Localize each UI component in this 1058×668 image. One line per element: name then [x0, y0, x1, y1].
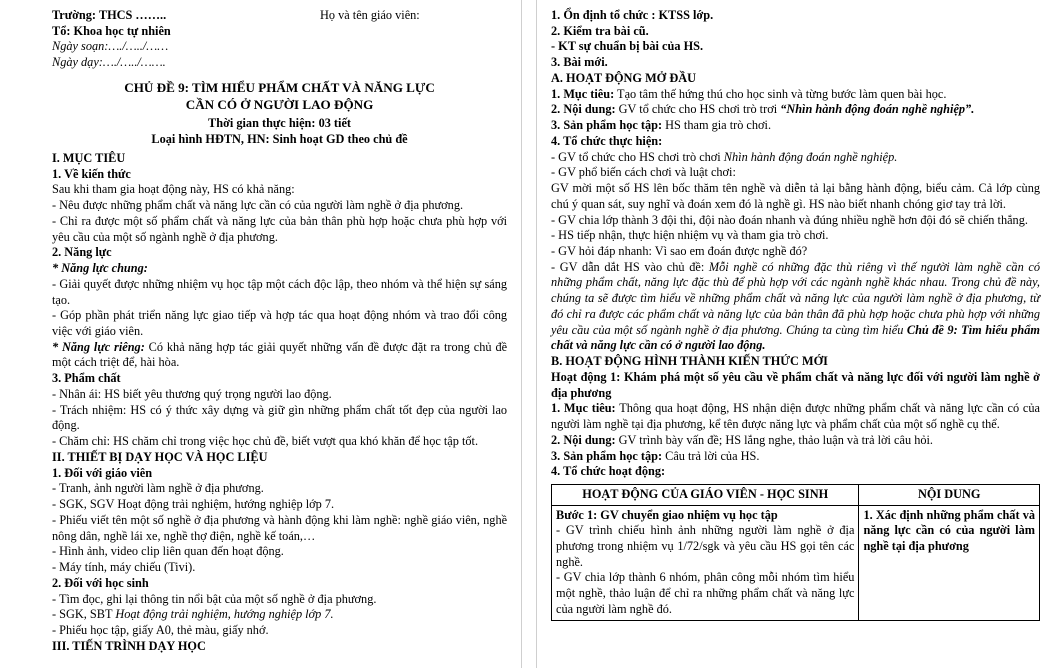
knowledge-bullet-2: - Chỉ ra được một số phẩm chất và năng lực của bản thân phù hợp hoặc chưa phù hợp với yêu cầu của một số ngành nghề ở địa phương.	[52, 213, 508, 244]
a-product-label: 3. Sản phẩm học tập:	[551, 118, 663, 133]
date-taught-label: Ngày dạy:…./…../…….	[52, 55, 166, 70]
general-competence-bullet-1: - Giải quyết được những nhiệm vụ học tập một cách độc lập, theo nhóm và thể hiện sự sáng tạo.	[52, 276, 508, 307]
document-type: Loại hình HĐTN, HN: Sinh hoạt GD theo chủ đề	[151, 131, 408, 146]
document-title-line2: CẦN CÓ Ở NGƯỜI LAO ĐỘNG	[185, 96, 374, 112]
document-header	[52, 8, 507, 71]
student-bullet-2-prefix: - SGK, SBT	[52, 607, 116, 622]
a-org-bullet-7	[551, 260, 1040, 354]
a-org-bullet-1-game: Nhìn hành động đoán nghề nghiệp.	[723, 149, 898, 164]
specific-competence-paragraph	[52, 340, 507, 371]
a-org-bullet-7-prefix: - GV dẫn dắt HS vào chủ đề:	[551, 259, 709, 274]
b-product-label: 3. Sản phẩm học tập:	[551, 448, 663, 463]
document-duration: Thời gian thực hiện: 03 tiết	[208, 115, 352, 130]
student-bullet-2	[52, 607, 507, 623]
a-content-game-name: “Nhìn hành động đoán nghề nghiệp”.	[780, 102, 975, 117]
step1-line-1: - GV trình chiếu hình ảnh những người làm nghề ở địa phương trong nhiệm vụ 1/72/sgk và yêu cầu HS gọi tên các nghề.	[556, 523, 855, 569]
a-organization-label: 4. Tổ chức thực hiện:	[551, 133, 663, 148]
page-column-left	[0, 0, 521, 668]
general-competence-bullet-2: - Góp phần phát triển năng lực giao tiếp và hợp tác qua hoạt động nhóm và trao đổi công việc với giáo viên.	[52, 308, 508, 339]
table-row	[552, 505, 1040, 620]
step-new-lesson: 3. Bài mới.	[551, 55, 608, 70]
a-content-label: 2. Nội dung:	[551, 102, 616, 117]
table-header-row	[552, 485, 1040, 505]
b-content-text: GV trình bày vấn đề; HS lắng nghe, thảo luận và trả lời câu hỏi.	[615, 432, 933, 447]
a-org-bullet-4: - GV chia lớp thành 3 đội thi, đội nào đoán nhanh và đúng nhiều nghề hơn đội đó sẽ chiến thắng.	[551, 212, 1028, 227]
document-title-line1: CHỦ ĐỀ 9: TÌM HIỂU PHẨM CHẤT VÀ NĂNG LỰC	[124, 79, 435, 95]
b-organization-label: 4. Tổ chức hoạt động:	[551, 464, 666, 479]
a-content	[551, 102, 1040, 118]
teacher-name-label: Họ và tên giáo viên:	[320, 8, 420, 22]
section-equipment-heading: II. THIẾT BỊ DẠY HỌC VÀ HỌC LIỆU	[52, 449, 268, 464]
content-item-1: 1. Xác định những phẩm chất và năng lực cần có của người làm nghề tại địa phương	[863, 507, 1035, 553]
teacher-bullet-1: - Tranh, ảnh người làm nghề ở địa phương.	[52, 481, 264, 496]
student-bullet-3: - Phiếu học tập, giấy A0, thẻ màu, giấy nhớ.	[52, 622, 269, 637]
teacher-bullet-5: - Máy tính, máy chiếu (Tivi).	[52, 560, 196, 575]
quality-bullet-3: - Chăm chỉ: HS chăm chỉ trong việc học chủ đề, biết vượt qua khó khăn để học tập tốt.	[52, 434, 479, 449]
knowledge-intro: Sau khi tham gia hoạt động này, HS có khả năng:	[52, 182, 295, 197]
step1-line-2: - GV chia lớp thành 6 nhóm, phân công mỗi nhóm tìm hiểu một nghề, thảo luận để chỉ ra những phẩm chất và năng lực của người làm nghề đó.	[556, 570, 855, 616]
step-organize: 1. Ổn định tổ chức : KTSS lớp.	[551, 8, 714, 22]
section-process-heading: III. TIẾN TRÌNH DẠY HỌC	[52, 638, 206, 653]
step1-title: Bước 1: GV chuyển giao nhiệm vụ học tập	[556, 507, 778, 522]
subsection-teacher-heading: 1. Đối với giáo viên	[52, 465, 153, 480]
step-check-oldlesson: 2. Kiểm tra bài cũ.	[551, 23, 649, 38]
page-column-right	[537, 0, 1058, 668]
section-objectives-heading: I. MỤC TIÊU	[52, 150, 126, 165]
a-org-bullet-2: - GV phổ biến cách chơi và luật chơi:	[551, 165, 736, 180]
table-header-content: NỘI DUNG	[859, 485, 1040, 505]
a-org-bullet-1	[551, 150, 1040, 166]
b-objective	[551, 401, 1040, 432]
subsection-student-heading: 2. Đối với học sinh	[52, 575, 149, 590]
b-objective-label: 1. Mục tiêu:	[551, 401, 616, 416]
subsection-knowledge-heading: 1. Về kiến thức	[52, 166, 131, 181]
quality-bullet-1: - Nhân ái: HS biết yêu thương quý trọng người lao động.	[52, 386, 332, 401]
header-left-block	[52, 8, 320, 71]
step-check-prep: - KT sự chuẩn bị bài của HS.	[551, 39, 704, 54]
table-cell-activities	[552, 505, 859, 620]
student-bullet-2-booktitle: Hoạt động trải nghiệm, hướng nghiệp lớp 7.	[115, 607, 334, 622]
header-right-block	[320, 8, 507, 24]
specific-competence-label: * Năng lực riêng:	[52, 339, 145, 354]
b-content	[551, 433, 1040, 449]
a-org-bullet-5: - HS tiếp nhận, thực hiện nhiệm vụ và tham gia trò chơi.	[551, 228, 829, 243]
a-product-text: HS tham gia trò chơi.	[662, 118, 772, 133]
teacher-bullet-3: - Phiếu viết tên một số nghề ở địa phương và hành động khi làm nghề: nghề giáo viên, nghề nông dân, nghề lái xe, nghề thợ điện, nghề kế toán,…	[52, 512, 508, 543]
table-header-activities: HOẠT ĐỘNG CỦA GIÁO VIÊN - HỌC SINH	[552, 485, 859, 505]
b-content-label: 2. Nội dung:	[551, 432, 616, 447]
a-objective	[551, 87, 1040, 103]
section-A-heading: A. HOẠT ĐỘNG MỞ ĐẦU	[551, 70, 696, 85]
teacher-bullet-2: - SGK, SGV Hoạt động trải nghiệm, hướng nghiệp lớp 7.	[52, 497, 335, 512]
quality-bullet-2: - Trách nhiệm: HS có ý thức xây dựng và giữ gìn những phẩm chất tốt đẹp của người lao động.	[52, 402, 508, 433]
b-product-text: Câu trả lời của HS.	[662, 448, 760, 463]
activity-1-label: Hoạt động 1:	[551, 369, 624, 384]
table-cell-content	[859, 505, 1040, 620]
section-B-heading: B. HOẠT ĐỘNG HÌNH THÀNH KIẾN THỨC MỚI	[551, 354, 828, 369]
specific-competence-text: Có khả năng hợp tác giải quyết những vấn đề được đặt ra trong chủ đề một cách triệt để, hài hòa.	[52, 339, 508, 370]
a-org-bullet-7-intro: Mỗi nghề có những đặc thù riêng vì thế người làm nghề cần có những phẩm chất, năng lực đặc thù để phù hợp với các ngành nghề khác nhau. Trong chủ đề này, chúng ta sẽ được tìm hiểu về những phẩm chất và năng lực của người làm nghề ở địa phương, từ đó chỉ ra được các phẩm chất và năng lực của bản thân đã phù hợp hoặc chưa phù hợp với những yêu cầu của một số ngành nghề ở địa phương. Chúng ta cùng tìm hiểu	[551, 259, 1040, 337]
student-bullet-1: - Tìm đọc, ghi lại thông tin nổi bật của một số nghề ở địa phương.	[52, 591, 377, 606]
a-content-text: GV tổ chức cho HS chơi trò trơi	[615, 102, 781, 117]
date-written-label: Ngày soạn:…./…../……	[52, 39, 169, 54]
page-gutter-divider	[521, 0, 537, 668]
a-org-bullet-6: - GV hỏi đáp nhanh: Vì sao em đoán được nghề đó?	[551, 244, 808, 259]
a-objective-text: Tạo tâm thế hứng thú cho học sinh và từng bước làm quen bài học.	[614, 86, 947, 101]
teacher-bullet-4: - Hình ảnh, video clip liên quan đến hoạt động.	[52, 544, 284, 559]
a-product	[551, 118, 1040, 134]
activity-1-text: Khám phá một số yêu cầu về phẩm chất và năng lực đối với người làm nghề ở địa phương	[551, 369, 1040, 400]
b-objective-text: Thông qua hoạt động, HS nhận diện được những phẩm chất và năng lực cần có của người làm nghề tại địa phương, kể tên được năng lực và phẩm chất của một số nghề cụ thể.	[551, 401, 1040, 432]
subsection-qualities-heading: 3. Phẩm chất	[52, 371, 121, 386]
a-objective-label: 1. Mục tiêu:	[551, 86, 615, 101]
school-label: Trường: THCS ……..	[52, 8, 167, 22]
a-org-bullet-7-topic: Chủ đề 9: Tìm hiểu phẩm chất và năng lực cần có ở người lao động.	[551, 322, 1040, 353]
b-product	[551, 449, 1040, 465]
activity-1-title	[551, 370, 1040, 401]
a-org-bullet-3: GV mời một số HS lên bốc thăm tên nghề và diễn tả lại bằng hành động, biểu cảm. Cả lớp cùng chú ý quan sát, suy nghĩ và đoán xem đó là nghề gì. HS nào biết nhanh chóng giơ tay trả lời.	[551, 181, 1040, 211]
knowledge-bullet-1: - Nêu được những phẩm chất và năng lực cần có của người làm nghề ở địa phương.	[52, 198, 464, 213]
a-org-bullet-1-prefix: - GV tổ chức cho HS chơi trò chơi	[551, 149, 724, 164]
department-label: Tổ: Khoa học tự nhiên	[52, 23, 171, 38]
subsection-competence-heading: 2. Năng lực	[52, 245, 112, 260]
general-competence-label: * Năng lực chung:	[52, 261, 148, 276]
activity-table	[551, 484, 1040, 621]
